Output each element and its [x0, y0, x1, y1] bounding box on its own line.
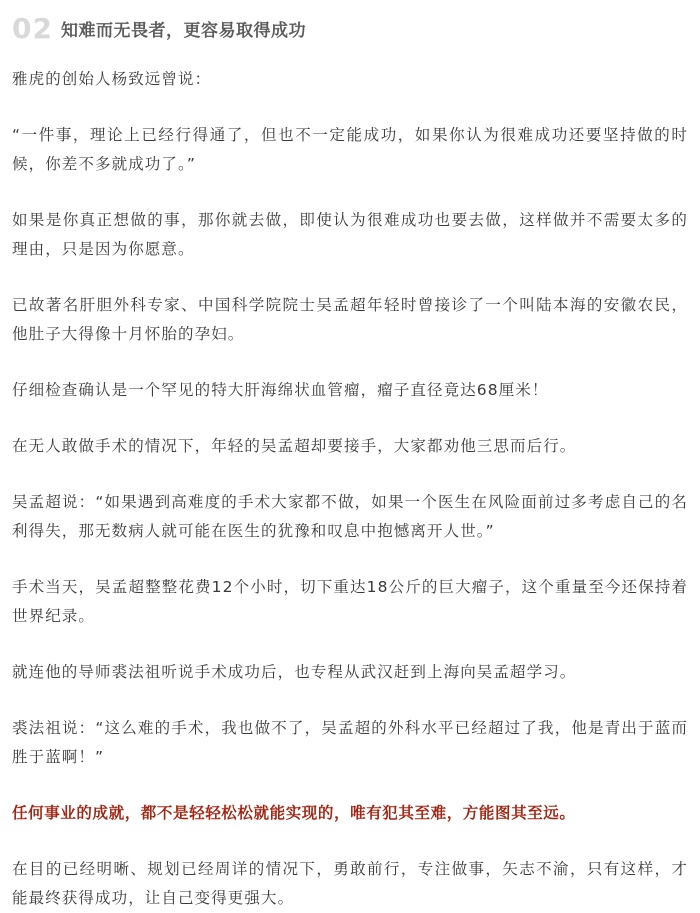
paragraph: 仔细检查确认是一个罕见的特大肝海绵状血管瘤，瘤子直径竟达68厘米！ — [12, 381, 549, 399]
paragraph: 就连他的导师裘法祖听说手术成功后，也专程从武汉赶到上海向吴孟超学习。 — [12, 663, 577, 681]
highlighted-paragraph: 任何事业的成就，都不是轻轻松松就能实现的，唯有犯其至难，方能图其至远。 — [12, 804, 576, 822]
section-number: 02 — [12, 12, 53, 45]
paragraph: “一件事，理论上已经行得通了，但也不一定能成功，如果你认为很难成功还要坚持做的时候，你差不多就成功了。” — [12, 126, 688, 173]
paragraph: 雅虎的创始人杨致远曾说： — [12, 70, 212, 88]
paragraph: 已故著名肝胆外科专家、中国科学院院士吴孟超年轻时曾接诊了一个叫陆本海的安徽农民，他肚子大得像十月怀胎的孕妇。 — [12, 296, 688, 343]
section-header — [12, 0, 688, 44]
article-body — [12, 65, 688, 913]
section-title: 知难而无畏者，更容易取得成功 — [60, 21, 306, 41]
paragraph: 在目的已经明晰、规划已经周详的情况下，勇敢前行，专注做事，矢志不渝，只有这样，才能最终获得成功，让自己变得更强大。 — [12, 860, 688, 907]
paragraph: 手术当天，吴孟超整整花费12个小时，切下重达18公斤的巨大瘤子，这个重量至今还保持着世界纪录。 — [12, 578, 688, 625]
paragraph: 在无人敢做手术的情况下，年轻的吴孟超却要接手，大家都劝他三思而后行。 — [12, 437, 577, 455]
paragraph: 如果是你真正想做的事，那你就去做，即使认为很难成功也要去做，这样做并不需要太多的理由，只是因为你愿意。 — [12, 211, 688, 258]
paragraph: 裘法祖说：“这么难的手术，我也做不了，吴孟超的外科水平已经超过了我，他是青出于蓝而胜于蓝啊！” — [12, 719, 688, 766]
paragraph: 吴孟超说：“如果遇到高难度的手术大家都不做，如果一个医生在风险面前过多考虑自己的名利得失，那无数病人就可能在医生的犹豫和叹息中抱憾离开人世。” — [12, 493, 688, 540]
